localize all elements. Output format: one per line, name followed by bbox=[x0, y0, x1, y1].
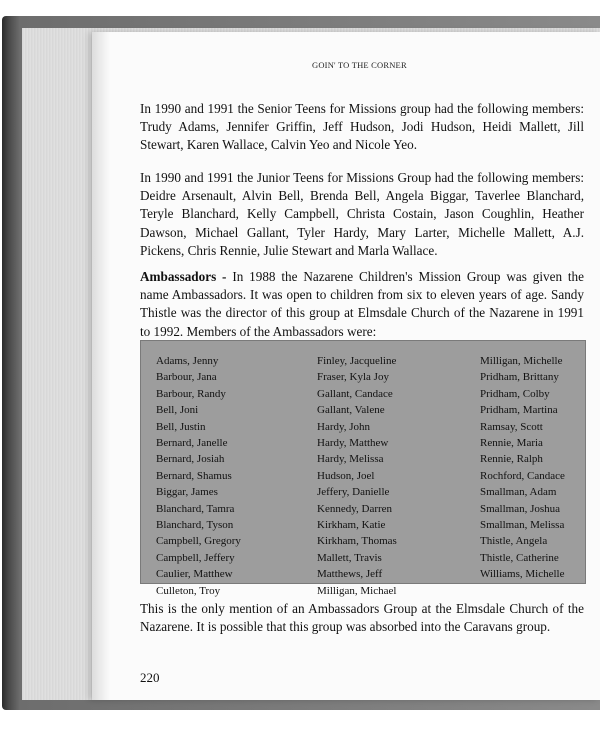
member-name: Bernard, Janelle bbox=[156, 437, 228, 450]
member-name: Pridham, Martina bbox=[480, 404, 558, 417]
member-name: Blanchard, Tyson bbox=[156, 519, 234, 532]
members-column-1 bbox=[156, 353, 241, 599]
member-name: Hudson, Joel bbox=[317, 469, 375, 482]
member-name: Barbour, Jana bbox=[156, 371, 217, 384]
member-name: Matthews, Jeff bbox=[317, 568, 383, 581]
member-name: Milligan, Michelle bbox=[480, 355, 563, 367]
junior-teens-paragraph: In 1990 and 1991 the Junior Teens for Missions Group had the following members: Deidre Arsenault, Alvin Bell, Brenda Bell, Angela Biggar, Taverlee Blanchard, Teryle Blanchard, Kelly Campbell, Christa Costain, Jason Coughlin, Heather Dawson, Michael Gallant, Tyler Hardy, Mary Larter, Michelle Mallett, A.J. Pickens, Chris Rennie, Julie Stewart and Marla Wallace. bbox=[140, 170, 584, 258]
member-name: Gallant, Valene bbox=[317, 404, 385, 417]
member-name: Campbell, Jeffery bbox=[156, 551, 235, 564]
member-name: Kirkham, Katie bbox=[317, 519, 386, 532]
running-head: GOIN' TO THE CORNER bbox=[312, 60, 407, 70]
member-name: Thistle, Catherine bbox=[480, 551, 559, 564]
member-name: Jeffery, Danielle bbox=[317, 486, 390, 499]
closing-paragraph: This is the only mention of an Ambassadors Group at the Elmsdale Church of the Nazarene. It is possible that this group was absorbed into the Caravans group. bbox=[140, 601, 584, 635]
member-name: Milligan, Michael bbox=[317, 584, 397, 597]
member-name: Hardy, Matthew bbox=[317, 437, 389, 450]
member-name: Bell, Joni bbox=[156, 404, 199, 417]
member-name: Rennie, Ralph bbox=[480, 453, 543, 466]
member-name: Biggar, James bbox=[156, 486, 218, 499]
members-column-3 bbox=[480, 353, 565, 583]
member-name: Pridham, Colby bbox=[480, 387, 550, 400]
member-name: Campbell, Gregory bbox=[156, 535, 241, 548]
member-name: Mallett, Travis bbox=[317, 551, 382, 564]
member-name: Rochford, Candace bbox=[480, 469, 565, 482]
ambassadors-body: In 1988 the Nazarene Children's Mission Group was given the name Ambassadors. It was open to children from six to eleven years of age. Sandy Thistle was the director of this group at Elmsdale Church of the Nazarene in 1991 to 1992. Members of the Ambassadors were: bbox=[140, 269, 584, 339]
member-name: Ramsay, Scott bbox=[480, 420, 543, 433]
member-name: Hardy, Melissa bbox=[317, 453, 384, 466]
member-name: Bernard, Josiah bbox=[156, 453, 225, 466]
member-name: Bernard, Shamus bbox=[156, 469, 232, 482]
member-name: Bell, Justin bbox=[156, 420, 206, 433]
member-name: Culleton, Troy bbox=[156, 584, 221, 597]
member-name: Kirkham, Thomas bbox=[317, 535, 397, 548]
member-name: Gallant, Candace bbox=[317, 387, 393, 400]
members-column-2 bbox=[317, 353, 397, 599]
member-name: Smallman, Adam bbox=[480, 486, 557, 499]
ambassadors-lead: Ambassadors - bbox=[140, 269, 233, 284]
member-name: Smallman, Joshua bbox=[480, 502, 561, 515]
member-name: Smallman, Melissa bbox=[480, 519, 565, 532]
member-name: Caulier, Matthew bbox=[156, 568, 233, 581]
member-name: Barbour, Randy bbox=[156, 387, 226, 400]
member-name: Thistle, Angela bbox=[480, 535, 548, 548]
senior-teens-paragraph: In 1990 and 1991 the Senior Teens for Missions group had the following members: Trudy Adams, Jennifer Griffin, Jeff Hudson, Jodi Hudson, Heidi Mallett, Jill Stewart, Karen Wallace, Calvin Yeo and Nicole Yeo. bbox=[140, 101, 584, 153]
page-number: 220 bbox=[140, 670, 160, 685]
ambassador-members-box bbox=[140, 340, 586, 597]
member-name: Fraser, Kyla Joy bbox=[317, 371, 389, 384]
member-name: Adams, Jenny bbox=[156, 355, 219, 367]
member-name: Hardy, John bbox=[317, 420, 371, 433]
member-name: Blanchard, Tamra bbox=[156, 502, 235, 515]
member-name: Rennie, Maria bbox=[480, 437, 543, 450]
page-gutter-shadow bbox=[92, 32, 110, 700]
member-name: Williams, Michelle bbox=[480, 568, 565, 581]
member-name: Kennedy, Darren bbox=[317, 502, 393, 515]
member-name: Finley, Jacqueline bbox=[317, 355, 397, 367]
ambassadors-paragraph bbox=[140, 268, 584, 341]
member-name: Pridham, Brittany bbox=[480, 371, 559, 384]
